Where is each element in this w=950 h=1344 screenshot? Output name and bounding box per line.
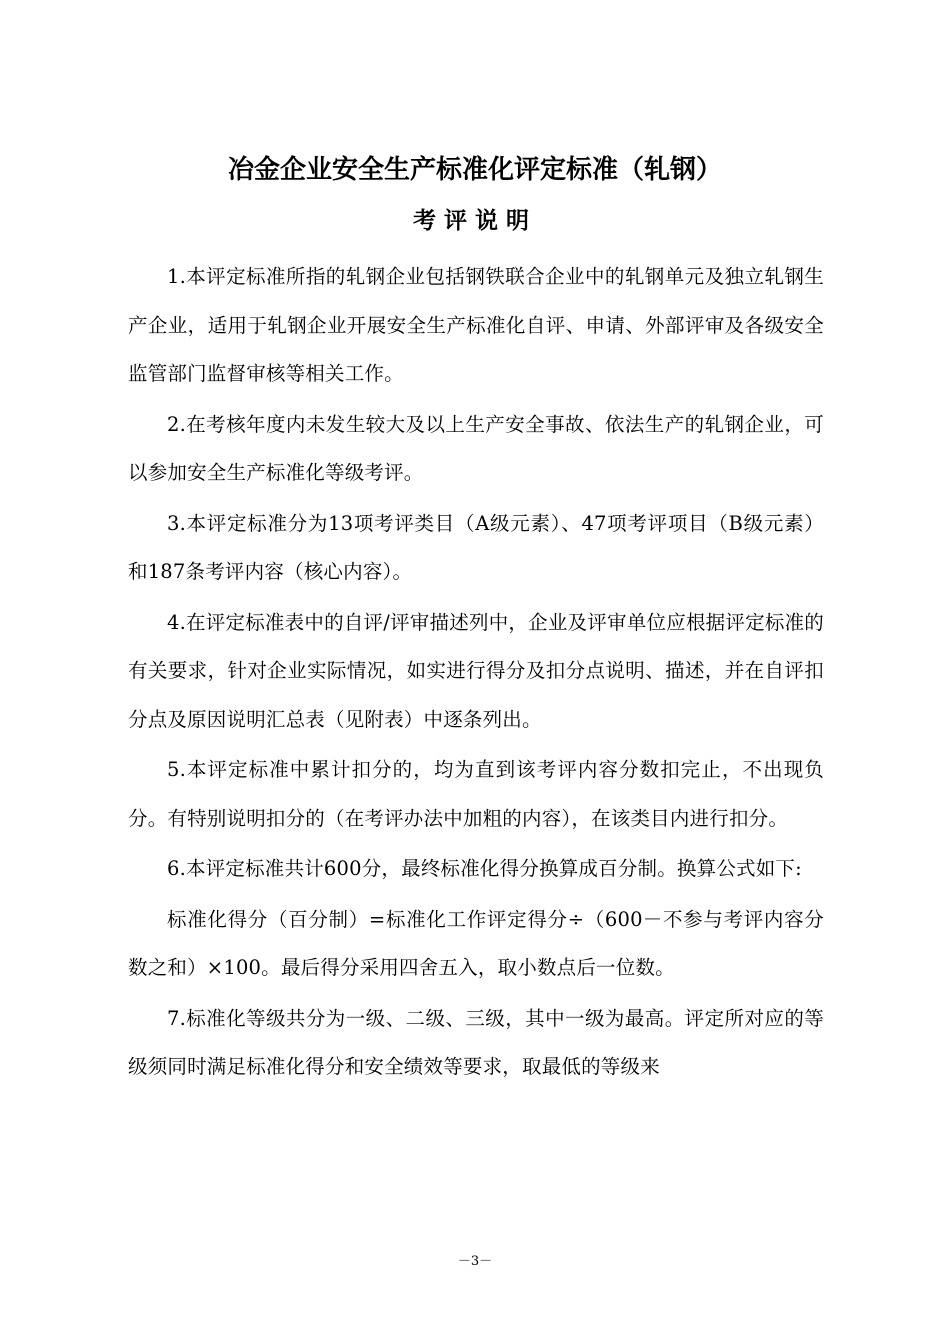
page-number: －3－ (457, 1254, 493, 1269)
document-title: 冶金企业安全生产标准化评定标准（轧钢） (227, 155, 722, 185)
paragraph-5: 5.本评定标准中累计扣分的，均为直到该考评内容分数扣完止，不出现负分。有特别说明扣分的（在考评办法中加粗的内容），在该类目内进行扣分。 (128, 758, 824, 830)
paragraph-7: 7.标准化等级共分为一级、二级、三级，其中一级为最高。评定所对应的等级须同时满足标准化得分和安全绩效等要求，取最低的等级来 (128, 1006, 824, 1078)
document-body (128, 253, 824, 1094)
paragraph-4: 4.在评定标准表中的自评/评审描述列中，企业及评审单位应根据评定标准的有关要求，针对企业实际情况，如实进行得分及扣分点说明、描述，并在自评扣分点及原因说明汇总表（见附表）中逐条列出。 (128, 610, 824, 731)
paragraph-1: 1.本评定标准所指的轧钢企业包括钢铁联合企业中的轧钢单元及独立轧钢生产企业，适用于轧钢企业开展安全生产标准化自评、申请、外部评审及各级安全监管部门监督审核等相关工作。 (128, 265, 824, 385)
formula-paragraph: 标准化得分（百分制）=标准化工作评定得分÷（600－不参与考评内容分数之和）×100。最后得分采用四舍五入，取小数点后一位数。 (128, 907, 824, 979)
paragraph-6: 6.本评定标准共计600分，最终标准化得分换算成百分制。换算公式如下: (167, 857, 802, 880)
paragraph-2: 2.在考核年度内未发生较大及以上生产安全事故、依法生产的轧钢企业，可以参加安全生产标准化等级考评。 (128, 412, 824, 484)
section-heading: 考评说明 (413, 208, 537, 234)
paragraph-3: 3.本评定标准分为13项考评类目（A级元素）、47项考评项目（B级元素）和187条考评内容（核心内容）。 (128, 511, 824, 583)
